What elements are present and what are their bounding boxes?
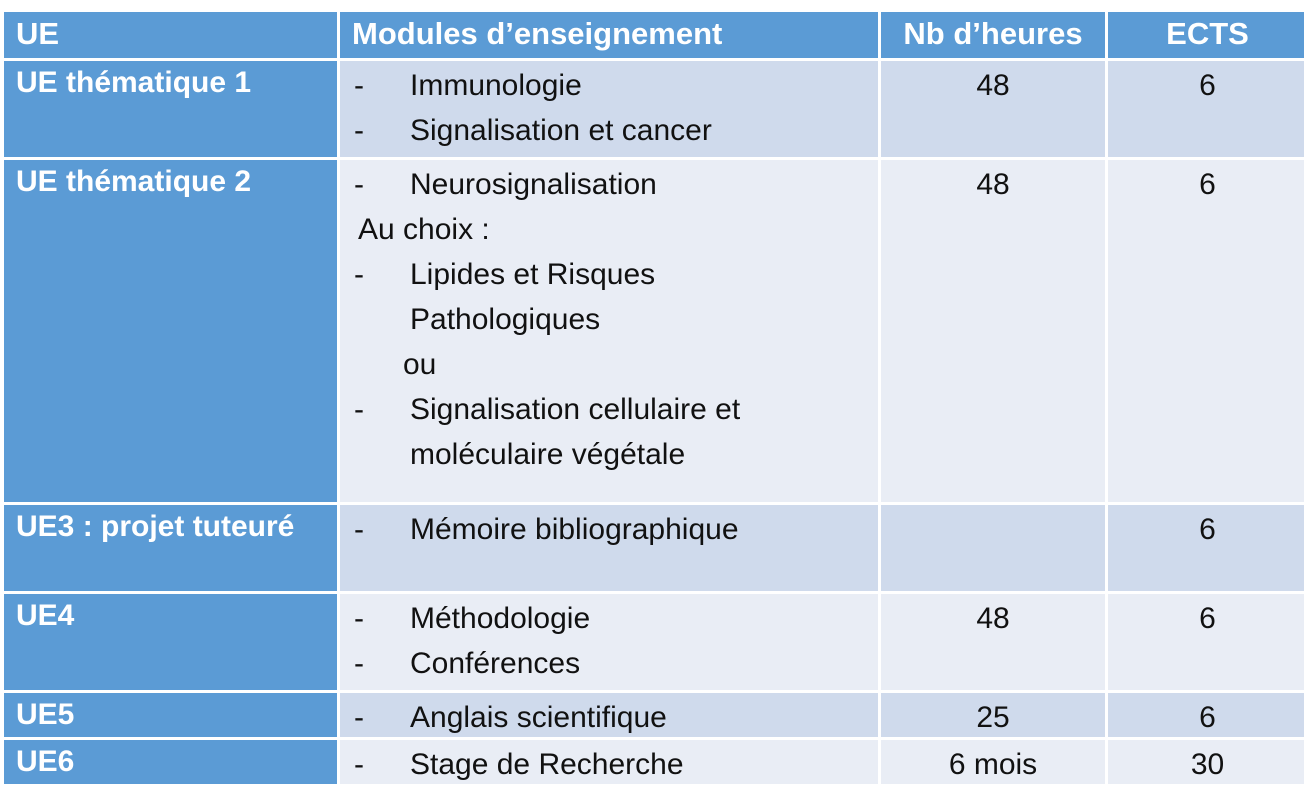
choice-label: Au choix : [358,213,490,246]
module-text: Immunologie [410,69,582,102]
row-ects: 30 [1108,740,1304,784]
bullet-dash: - [354,513,364,546]
row-ue-label: UE6 [4,740,337,784]
row-modules [340,160,878,502]
header-ue: UE [4,12,337,58]
module-line [340,596,878,641]
bullet-dash: - [354,748,364,781]
module-line [340,742,878,787]
row-hours: 6 mois [881,740,1105,784]
row-ue-label: UE thématique 1 [4,61,337,157]
module-text: Mémoire bibliographique [410,513,739,546]
bullet-dash: - [354,168,364,201]
bullet-dash: - [354,393,364,426]
module-line [340,252,878,297]
header-ects: ECTS [1108,12,1304,58]
row-ects: 6 [1108,160,1304,502]
bullet-dash: - [354,114,364,147]
row-hours: 48 [881,594,1105,690]
bullet-dash: - [354,69,364,102]
row-modules [340,61,878,157]
header-hours: Nb d’heures [881,12,1105,58]
bullet-dash: - [354,258,364,291]
module-text: Anglais scientifique [410,701,667,734]
row-ects: 6 [1108,61,1304,157]
module-line [340,162,878,207]
bullet-dash: - [354,647,364,680]
module-line [340,695,878,740]
module-line [340,507,878,552]
row-ects: 6 [1108,505,1304,591]
row-modules [340,693,878,737]
row-ue-label: UE3 : projet tuteuré [4,505,337,591]
row-ue-label: UE4 [4,594,337,690]
module-text-continued: Pathologiques [410,303,601,336]
bullet-dash: - [354,701,364,734]
row-modules [340,594,878,690]
row-ue-label: UE thématique 2 [4,160,337,502]
module-text: Lipides et Risques [410,258,656,291]
module-line [340,63,878,108]
module-text: Neurosignalisation [410,168,657,201]
module-line [340,641,878,686]
or-label: ou [403,348,437,381]
module-line [340,207,878,252]
row-hours: 48 [881,61,1105,157]
module-text: Méthodologie [410,602,591,635]
module-line [340,297,878,342]
header-modules: Modules d’enseignement [340,12,878,58]
row-hours: 25 [881,693,1105,737]
row-ects: 6 [1108,594,1304,690]
module-text-continued: moléculaire végétale [410,438,686,471]
module-text: Stage de Recherche [410,748,684,781]
module-text: Conférences [410,647,581,680]
module-text: Signalisation cellulaire et [410,393,741,426]
bullet-dash: - [354,602,364,635]
row-hours [881,505,1105,591]
row-ue-label: UE5 [4,693,337,737]
row-modules [340,740,878,784]
row-modules [340,505,878,591]
curriculum-table [4,12,1298,784]
module-text: Signalisation et cancer [410,114,712,147]
module-line [340,387,878,432]
module-line [340,432,878,477]
row-ects: 6 [1108,693,1304,737]
module-line [340,108,878,153]
row-hours: 48 [881,160,1105,502]
module-line [340,342,878,387]
